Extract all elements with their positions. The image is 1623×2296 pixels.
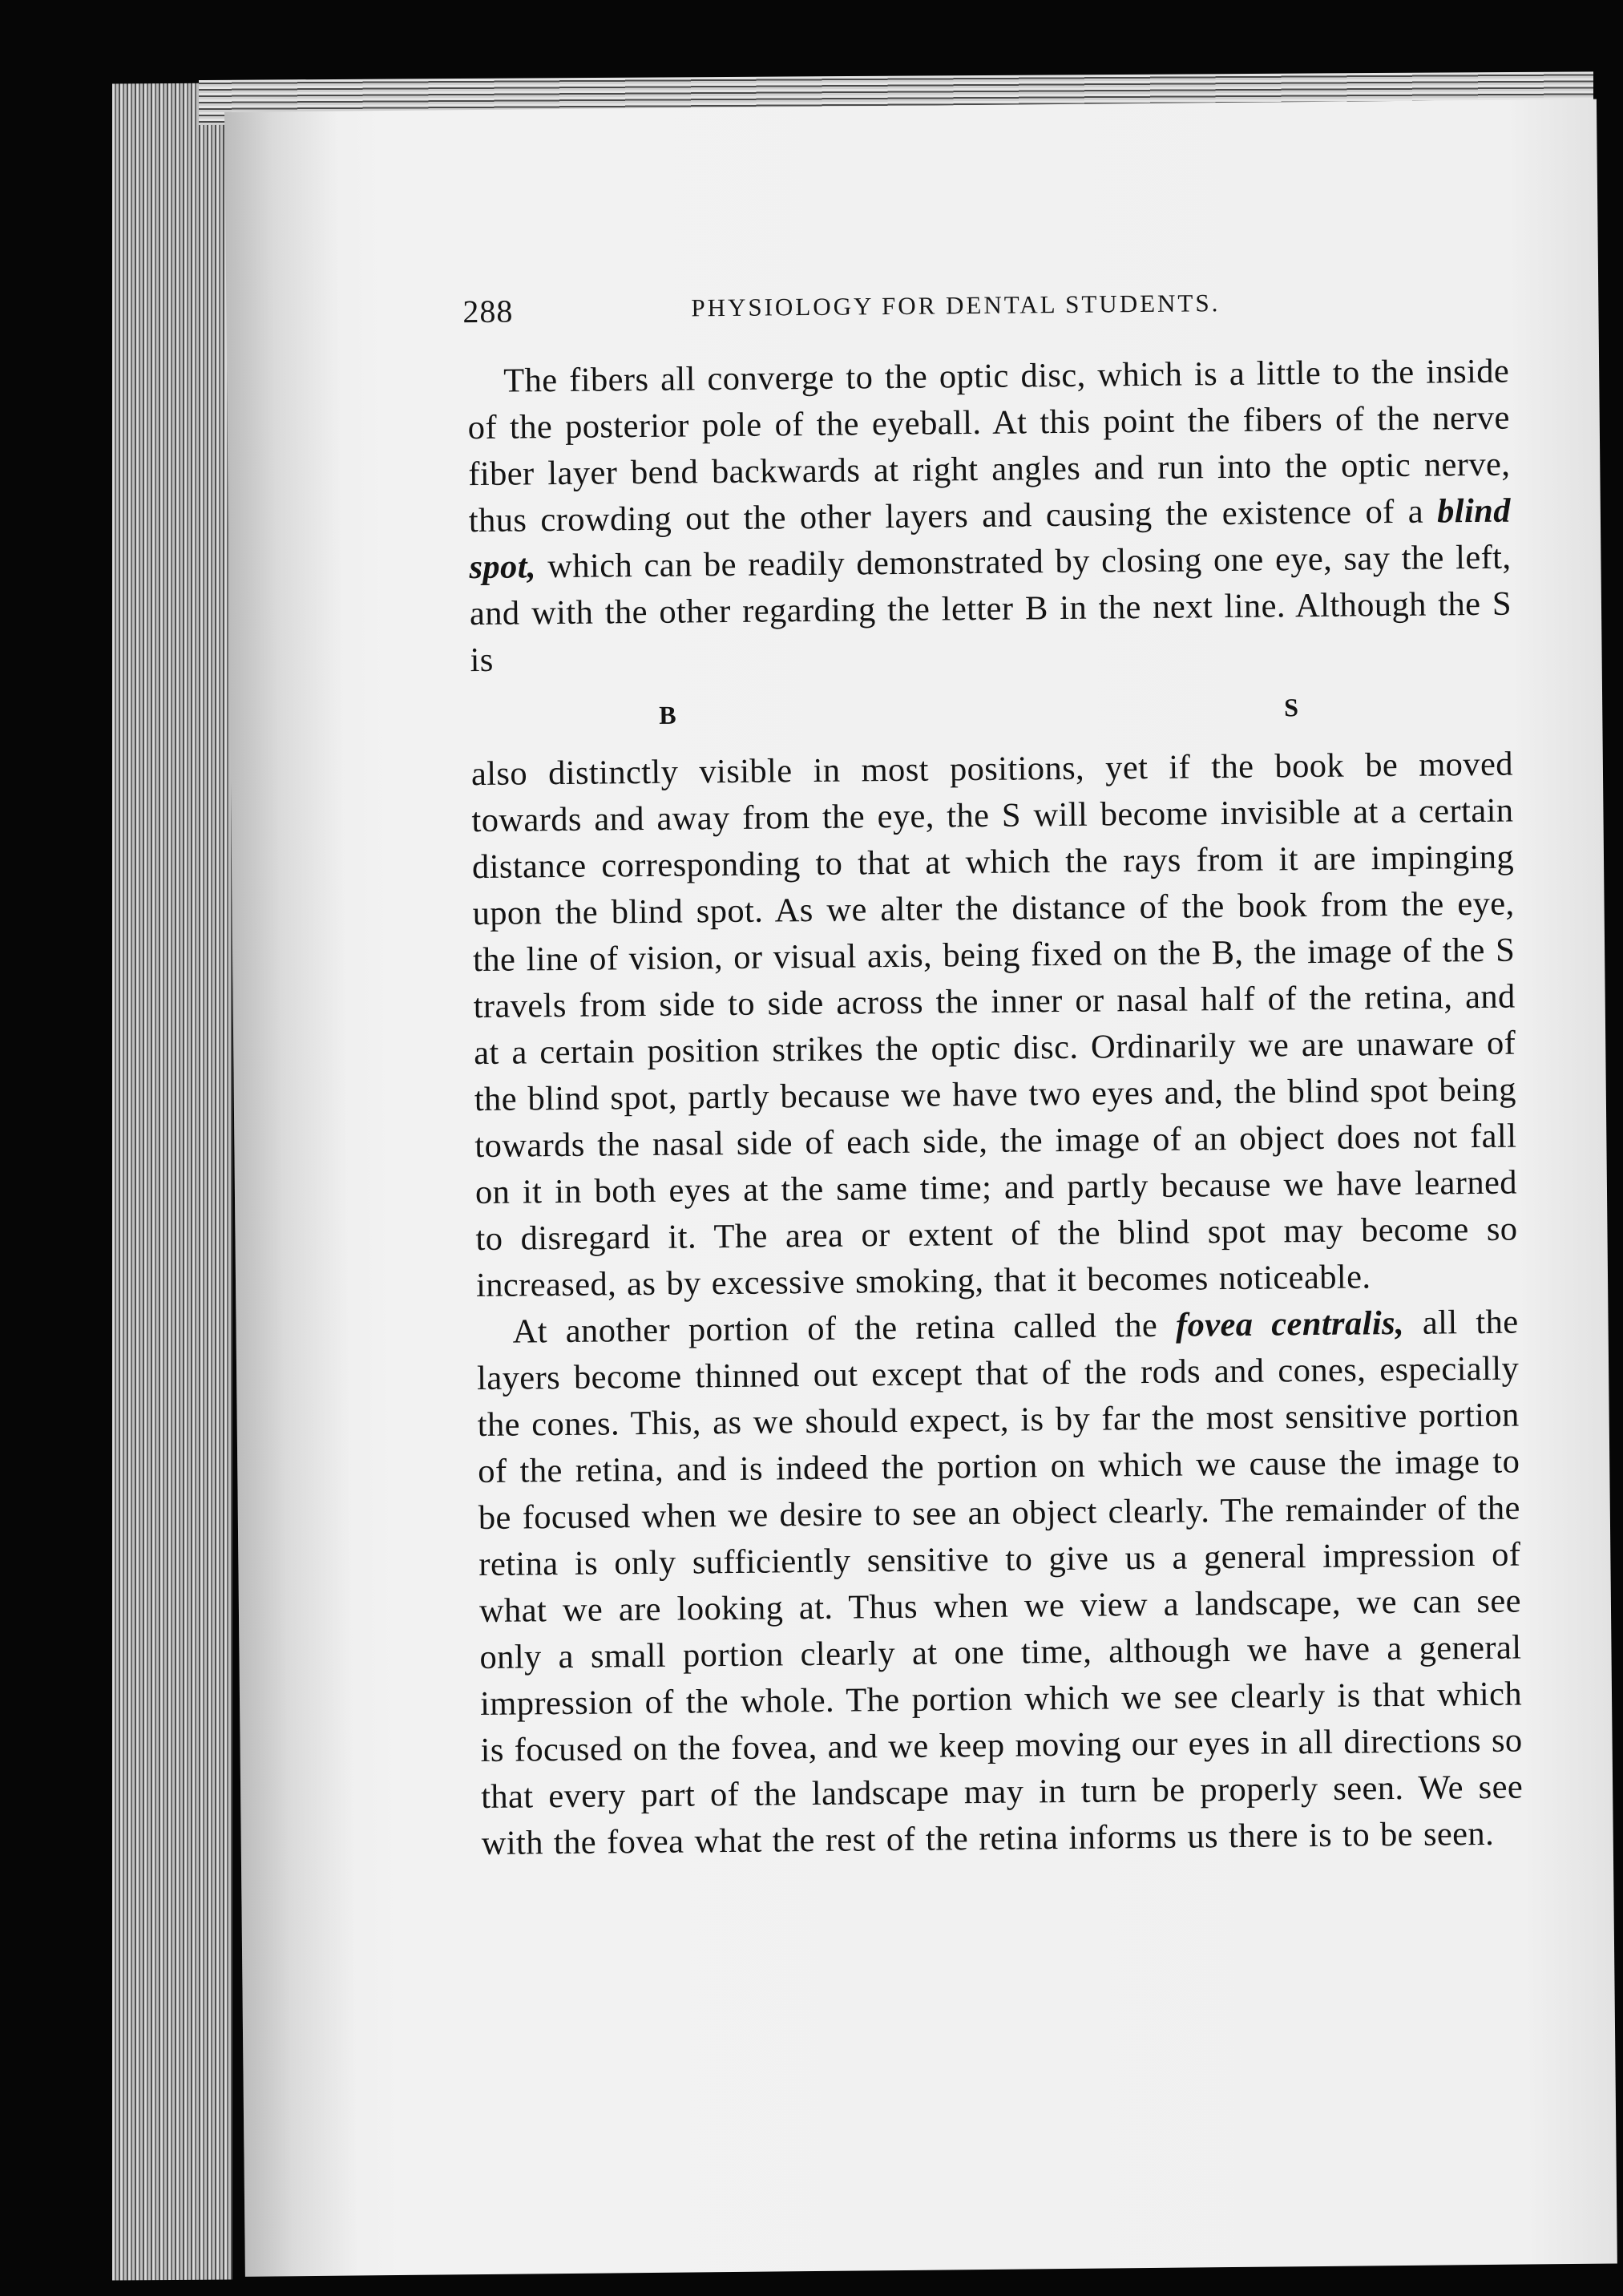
paragraph-blind-spot xyxy=(467,349,1512,684)
body-text xyxy=(467,349,1524,1867)
paragraph-blind-spot-part-1: The fibers all converge to the optic disc, which is a little to the inside of the posterior pole of the eyeball. At this point the fibers of the nerve fiber layer bend backwards at right angles and run into the optic nerve, thus crowding out the other layers and causing the existence of a xyxy=(467,352,1511,540)
blind-spot-test-letters xyxy=(470,677,1513,748)
paragraph-blind-spot-part-3: also distinctly visible in most positions, yet if the book be moved towards and away from the eye, the S will become invisible at a certain distance corresponding to that at which the rays from it are impinging upon the blind spot. As we alter the distance of the book from the eye, the line of vision, or visual axis, being fixed on the B, the image of the S travels from side to side across the inner or nasal half of the retina, and at a certain position strikes the optic disc. Ordinarily we are unaware of the blind spot, partly because we have two eyes and, the blind spot being towards the nasal side of each side, the image of an object does not fall on it in both eyes at the same time; and partly because we have learned to disregard it. The area or extent of the blind spot may become so increased, as by excessive smoking, that it becomes noticeable. xyxy=(470,745,1518,1305)
paragraph-fovea-part-2: all the layers become thinned out except that of the rods and cones, especially the cones. This, as we should expect, is by far the most sensitive portion of the retina, and is indeed the portion on which we cause the image to be focused when we desire to see an object clearly. The remainder of the retina is only sufficiently sensitive to give us a general impression of what we are looking at. Thus when we view a landscape, we can see only a small portion clearly at one time, although we have a general impression of the whole. The portion which we see clearly is that which is focused on the fovea, and we keep moving our eyes in all directions so that every part of the landscape may in turn be properly seen. We see with the fovea what the rest of the retina informs us there is to be seen. xyxy=(476,1303,1524,1863)
term-blind-spot: blind spot, xyxy=(469,491,1512,587)
test-letter-b: B xyxy=(659,700,677,730)
paragraph-blind-spot-continued xyxy=(471,742,1519,1309)
test-letter-s: S xyxy=(1284,693,1299,722)
paragraph-fovea-part-1: At another portion of the retina called the xyxy=(512,1306,1177,1351)
running-title: PHYSIOLOGY FOR DENTAL STUDENTS. xyxy=(691,289,1221,322)
term-fovea-centralis: fovea centralis, xyxy=(1175,1304,1405,1344)
book-page xyxy=(224,99,1617,2277)
paragraph-fovea xyxy=(476,1300,1524,1867)
page-number: 288 xyxy=(462,293,514,330)
book-page-edges xyxy=(112,83,232,2281)
paragraph-blind-spot-part-2: which can be readily demonstrated by closing one eye, say the left, and with the other regarding the letter B in the next line. Although the S is xyxy=(469,538,1512,680)
